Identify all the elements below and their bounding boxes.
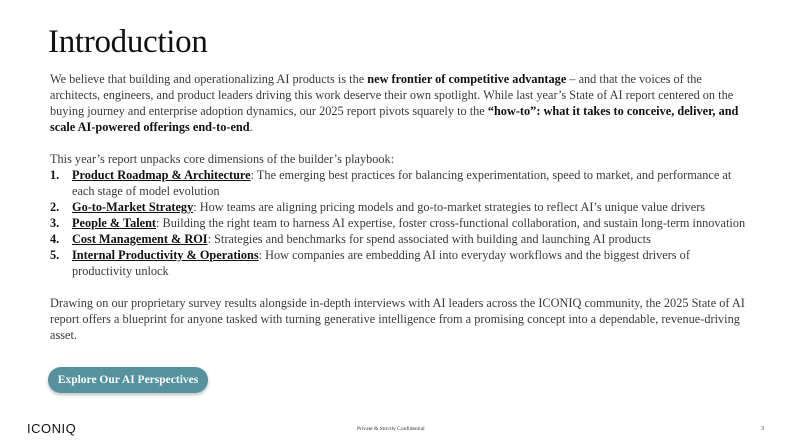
closing-paragraph: Drawing on our proprietary survey results alongside in-depth interviews with AI leaders across the ICONIQ community, the 2025 State of AI report offers a blueprint for anyone tasked with turning generative intelligence from a promising concept into a dependable, revenue-driving asset.	[50, 296, 745, 342]
list-item	[50, 167, 750, 199]
intro-text-2: – and that the voices of the architects, engineers, and product leaders driving this work deserve their own spotlight. While last year’s State of AI report centered on the buying journey and enterprise adoption dynamics, our 2025 report pivots squarely to the	[50, 72, 734, 118]
dimension-description: : Strategies and benchmarks for spend associated with building and launching AI products	[207, 232, 651, 246]
dimension-title: Internal Productivity & Operations	[72, 248, 259, 262]
intro-emphasis-1: new frontier of competitive advantage	[367, 72, 567, 86]
list-number: 5.	[50, 248, 60, 262]
slide-body	[50, 71, 750, 343]
dimension-title: Cost Management & ROI	[72, 232, 208, 246]
page-title: Introduction	[48, 24, 208, 60]
list-number: 1.	[50, 168, 60, 182]
intro-paragraph	[50, 71, 750, 135]
intro-text-1: We believe that building and operationalizing AI products is the	[50, 72, 368, 86]
intro-emphasis-2: “how-to”: what it takes to conceive, deliver, and scale AI-powered offerings end-to-end	[50, 104, 739, 134]
dimension-title: Go-to-Market Strategy	[72, 200, 194, 214]
list-lead: This year’s report unpacks core dimensions of the builder’s playbook:	[50, 152, 395, 166]
dimension-title: People & Talent	[72, 216, 157, 230]
dimension-title: Product Roadmap & Architecture	[72, 168, 251, 182]
confidentiality-notice: Private & Strictly Confidential	[357, 426, 425, 432]
iconiq-logo: ICONIQ	[27, 421, 77, 436]
list-number: 2.	[50, 200, 60, 214]
intro-text-3: .	[249, 120, 253, 134]
list-item	[50, 247, 750, 279]
page-number: 3	[761, 426, 764, 432]
dimension-description: : Building the right team to harness AI expertise, foster cross-functional collaboration, and sustain long-term innovation	[156, 216, 746, 230]
dimension-description: : How companies are embedding AI into everyday workflows and the biggest drivers of productivity unlock	[72, 248, 690, 278]
dimension-description: : The emerging best practices for balancing experimentation, speed to market, and performance at each stage of model evolution	[72, 168, 732, 198]
list-number: 3.	[50, 216, 60, 230]
list-number: 4.	[50, 232, 60, 246]
list-item	[50, 215, 750, 231]
list-item	[50, 199, 750, 215]
explore-ai-perspectives-button[interactable]: Explore Our AI Perspectives	[48, 367, 208, 393]
dimension-description: : How teams are aligning pricing models and go-to-market strategies to reflect AI’s unique value drivers	[193, 200, 706, 214]
list-item	[50, 231, 750, 247]
dimensions-list	[50, 167, 750, 279]
